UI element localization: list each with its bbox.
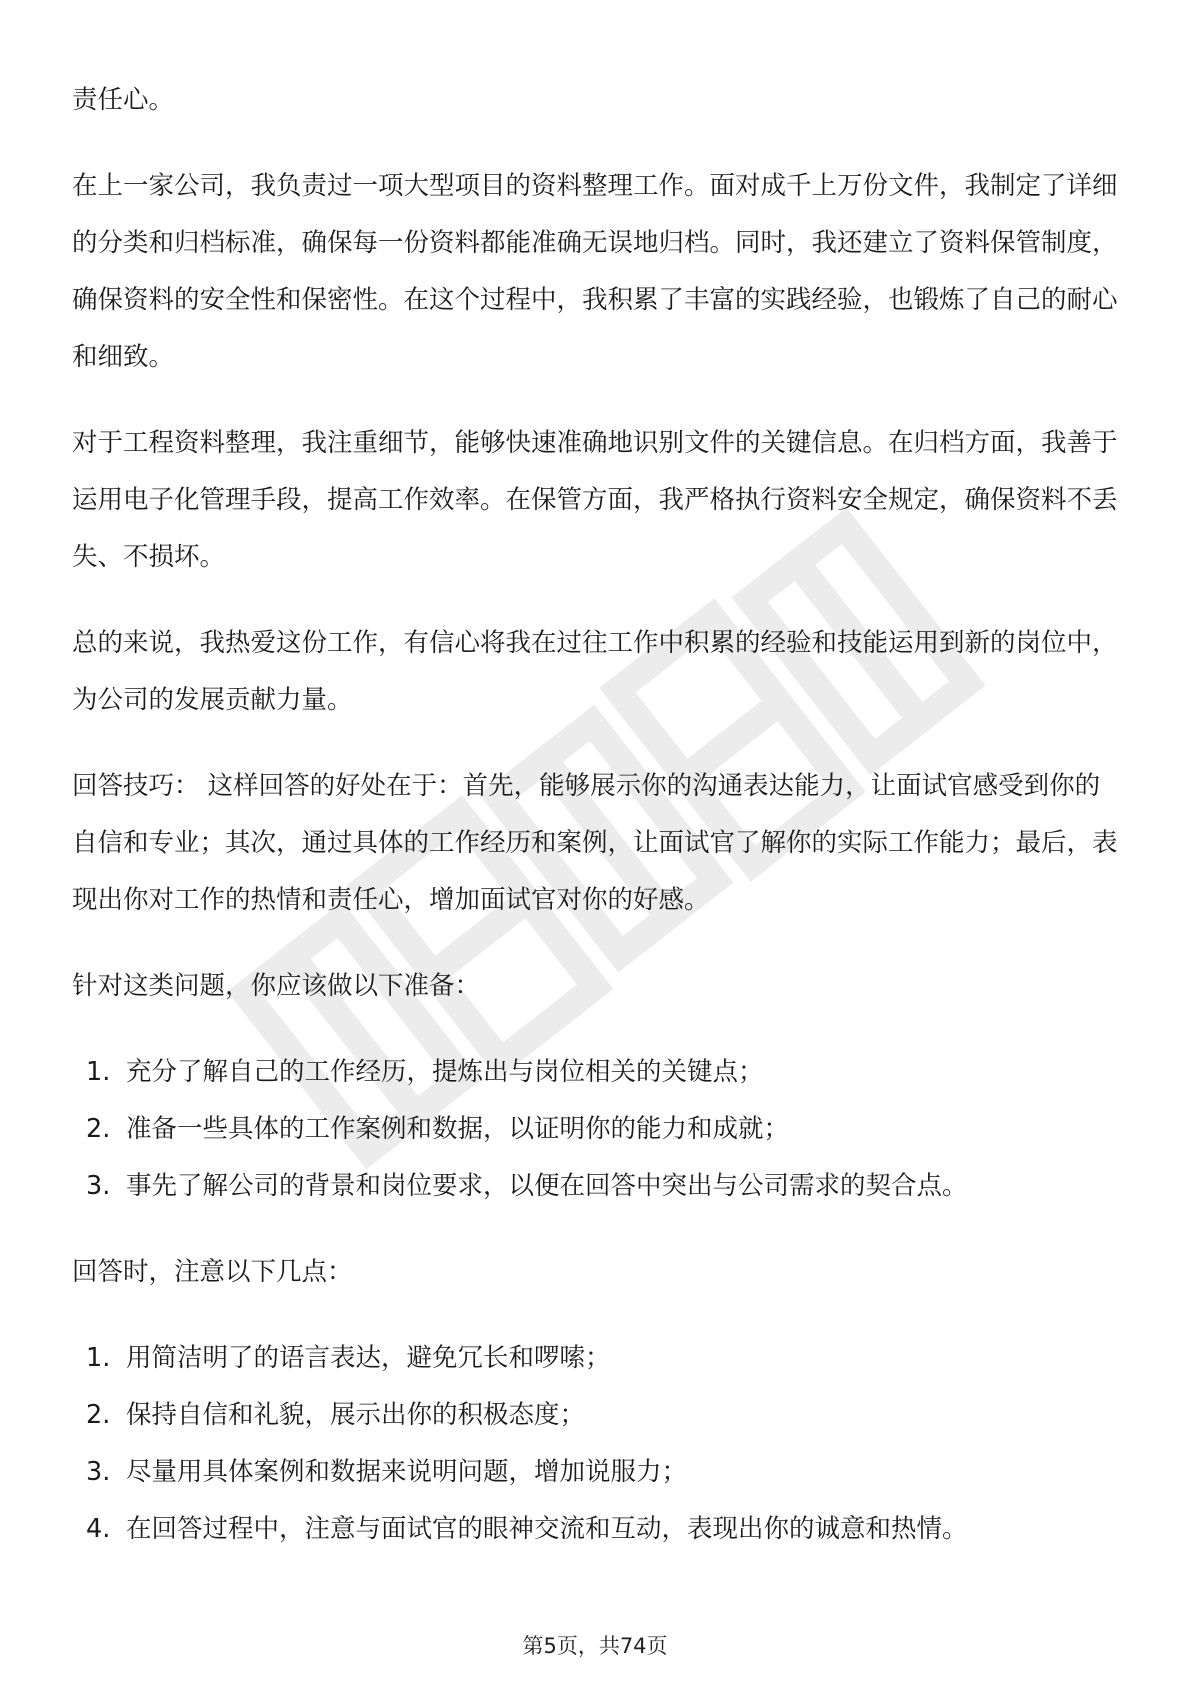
list-item xyxy=(72,1101,1118,1158)
page-number-footer: 第5页，共74页 xyxy=(522,1634,668,1658)
list-item-text: 尽量用具体案例和数据来说明问题，增加说服力； xyxy=(126,1457,688,1487)
list-item xyxy=(72,1330,1118,1387)
paragraph: 在上一家公司，我负责过一项大型项目的资料整理工作。面对成千上万份文件，我制定了详细的分类和归档标准，确保每一份资料都能准确无误地归档。同时，我还建立了资料保管制度，确保资料的安全性和保密性。在这个过程中，我积累了丰富的实践经验，也锻炼了自己的耐心和细致。 xyxy=(72,171,1118,372)
list-number: 1. xyxy=(86,1343,111,1373)
paragraph: 责任心。 xyxy=(72,85,175,115)
list-number: 4. xyxy=(86,1514,111,1544)
list-item-text: 事先了解公司的背景和岗位要求，以便在回答中突出与公司需求的契合点。 xyxy=(126,1171,968,1201)
list-number: 3. xyxy=(86,1171,111,1201)
list-number: 1. xyxy=(86,1057,111,1087)
list-number: 2. xyxy=(86,1400,111,1430)
notes-list xyxy=(72,1330,1118,1558)
list-item-text: 保持自信和礼貌，展示出你的积极态度； xyxy=(126,1400,586,1430)
list-number: 2. xyxy=(86,1114,111,1144)
list-item xyxy=(72,1044,1118,1101)
preparation-list xyxy=(72,1044,1118,1215)
list-item-text: 充分了解自己的工作经历，提炼出与岗位相关的关键点； xyxy=(126,1057,764,1087)
list-item xyxy=(72,1158,1118,1215)
list-item xyxy=(72,1444,1118,1501)
preparation-intro: 针对这类问题，你应该做以下准备： xyxy=(72,971,481,1001)
list-item-text: 准备一些具体的工作案例和数据，以证明你的能力和成就； xyxy=(126,1114,790,1144)
list-item xyxy=(72,1501,1118,1558)
answer-tips-paragraph: 回答技巧： 这样回答的好处在于：首先，能够展示你的沟通表达能力，让面试官感受到你的自信和专业；其次，通过具体的工作经历和案例，让面试官了解你的实际工作能力；最后，表现出你对工作的热情和责任心，增加面试官对你的好感。 xyxy=(72,771,1118,915)
list-item-text: 用简洁明了的语言表达，避免冗长和啰嗦； xyxy=(126,1343,611,1373)
list-number: 3. xyxy=(86,1457,111,1487)
document-body xyxy=(72,72,1118,1587)
list-item-text: 在回答过程中，注意与面试官的眼神交流和互动，表现出你的诚意和热情。 xyxy=(126,1514,968,1544)
notes-intro: 回答时，注意以下几点： xyxy=(72,1257,353,1287)
paragraph: 总的来说，我热爱这份工作，有信心将我在过往工作中积累的经验和技能运用到新的岗位中，为公司的发展贡献力量。 xyxy=(72,628,1118,715)
paragraph: 对于工程资料整理，我注重细节，能够快速准确地识别文件的关键信息。在归档方面，我善于运用电子化管理手段，提高工作效率。在保管方面，我严格执行资料安全规定，确保资料不丢失、不损坏。 xyxy=(72,428,1118,572)
list-item xyxy=(72,1387,1118,1444)
